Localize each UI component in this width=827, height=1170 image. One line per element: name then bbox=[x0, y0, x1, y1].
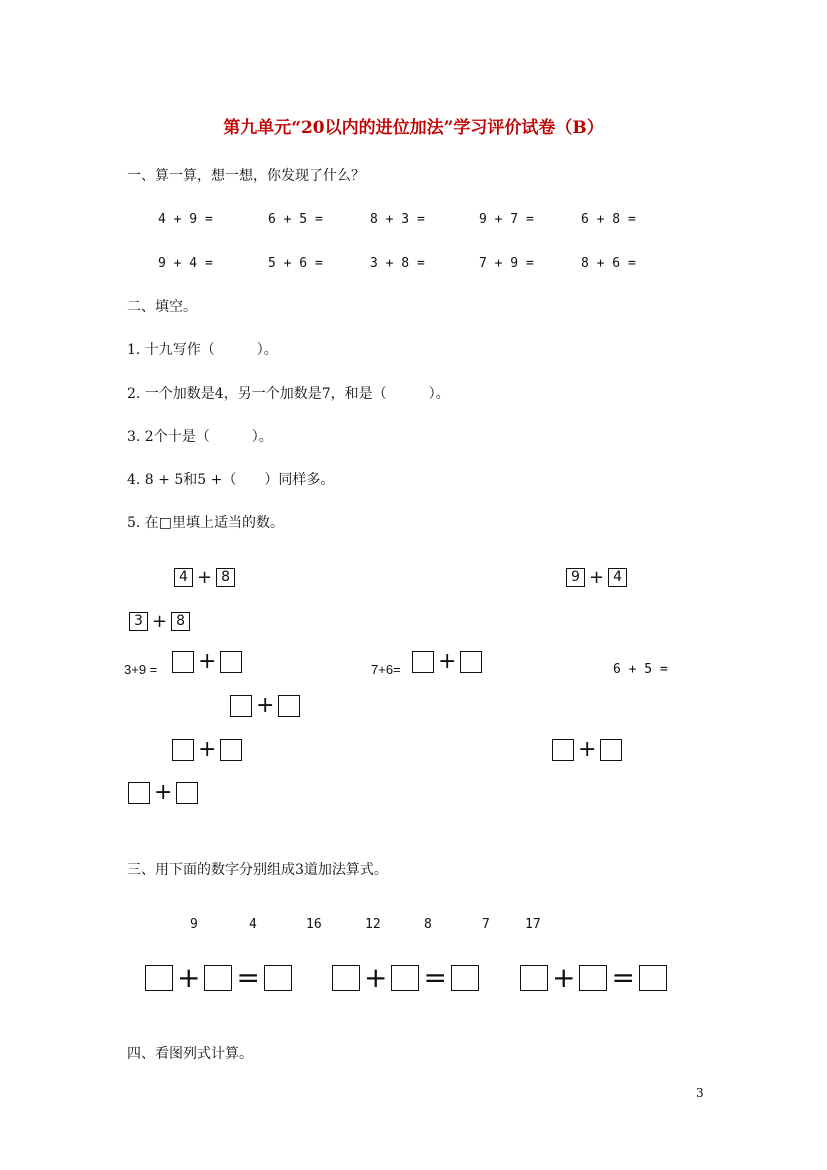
digit-pair-9-4 bbox=[566, 567, 627, 587]
addition-template-1 bbox=[145, 961, 292, 994]
equation-6-plus-5: 6 + 5 = bbox=[613, 662, 668, 677]
equation-2-5: 8 + 6 = bbox=[581, 256, 636, 271]
digit-pair-4-8 bbox=[174, 567, 235, 587]
plus-sign: + bbox=[198, 737, 217, 762]
answer-box[interactable] bbox=[600, 739, 622, 761]
answer-box[interactable] bbox=[520, 965, 548, 991]
plus-sign: + bbox=[578, 737, 597, 762]
equation-3-plus-9: 3+9 = bbox=[124, 662, 158, 677]
number-4: 4 bbox=[249, 917, 257, 932]
answer-box[interactable] bbox=[176, 782, 198, 804]
plus-sign: + bbox=[152, 610, 168, 632]
plus-sign: + bbox=[198, 649, 217, 674]
plus-sign: + bbox=[552, 961, 576, 994]
equation-1-5: 6 + 8 = bbox=[581, 212, 636, 227]
number-9: 9 bbox=[190, 917, 198, 932]
answer-box[interactable] bbox=[391, 965, 419, 991]
blank-pair-6 bbox=[128, 782, 198, 804]
section-3-heading: 三、用下面的数字分别组成3道加法算式。 bbox=[127, 862, 388, 878]
fill-question-1: 1. 十九写作（ ）。 bbox=[127, 342, 278, 358]
fill-question-2: 2. 一个加数是4，另一个加数是7，和是（ ）。 bbox=[127, 386, 450, 402]
addition-template-2 bbox=[332, 961, 479, 994]
answer-box[interactable] bbox=[204, 965, 232, 991]
blank-pair-3 bbox=[230, 695, 300, 717]
answer-box[interactable] bbox=[332, 965, 360, 991]
answer-box[interactable] bbox=[220, 651, 242, 673]
page-number: 3 bbox=[696, 1086, 704, 1100]
equation-2-4: 7 + 9 = bbox=[479, 256, 534, 271]
plus-sign: + bbox=[177, 961, 201, 994]
addition-template-3 bbox=[520, 961, 667, 994]
answer-box[interactable] bbox=[128, 782, 150, 804]
plus-sign: + bbox=[197, 566, 213, 588]
fill-question-5: 5. 在□里填上适当的数。 bbox=[127, 515, 285, 531]
plus-sign: + bbox=[589, 566, 605, 588]
section-1-heading: 一、算一算，想一想，你发现了什么？ bbox=[127, 168, 365, 184]
answer-box[interactable] bbox=[552, 739, 574, 761]
equals-sign: = bbox=[611, 961, 635, 994]
blank-pair-2 bbox=[412, 651, 482, 673]
digit-pair-3-8 bbox=[129, 611, 190, 631]
number-7: 7 bbox=[482, 917, 490, 932]
plus-sign: + bbox=[256, 693, 275, 718]
number-12: 12 bbox=[365, 917, 381, 932]
plus-sign: + bbox=[154, 780, 173, 805]
equals-sign: = bbox=[423, 961, 447, 994]
equation-2-2: 5 + 6 = bbox=[268, 256, 323, 271]
digit-box: 8 bbox=[216, 568, 235, 587]
digit-box: 9 bbox=[566, 568, 585, 587]
number-17: 17 bbox=[525, 917, 541, 932]
answer-box[interactable] bbox=[412, 651, 434, 673]
answer-box[interactable] bbox=[451, 965, 479, 991]
blank-pair-4 bbox=[172, 739, 242, 761]
answer-box[interactable] bbox=[230, 695, 252, 717]
equation-1-1: 4 + 9 = bbox=[158, 212, 213, 227]
digit-box: 4 bbox=[174, 568, 193, 587]
equals-sign: = bbox=[236, 961, 260, 994]
answer-box[interactable] bbox=[220, 739, 242, 761]
plus-sign: + bbox=[364, 961, 388, 994]
plus-sign: + bbox=[438, 649, 457, 674]
equation-1-3: 8 + 3 = bbox=[370, 212, 425, 227]
page-title: 第九单元“20以内的进位加法”学习评价试卷（B） bbox=[223, 118, 604, 138]
number-16: 16 bbox=[306, 917, 322, 932]
equation-2-1: 9 + 4 = bbox=[158, 256, 213, 271]
number-8: 8 bbox=[424, 917, 432, 932]
blank-pair-1 bbox=[172, 651, 242, 673]
equation-1-2: 6 + 5 = bbox=[268, 212, 323, 227]
answer-box[interactable] bbox=[172, 739, 194, 761]
answer-box[interactable] bbox=[639, 965, 667, 991]
section-4-heading: 四、看图列式计算。 bbox=[127, 1046, 253, 1062]
equation-7-plus-6: 7+6= bbox=[371, 662, 401, 677]
section-2-heading: 二、填空。 bbox=[127, 299, 197, 315]
fill-question-3: 3. 2个十是（ ）。 bbox=[127, 429, 273, 445]
fill-question-4: 4. 8 + 5和5 +（ ）同样多。 bbox=[127, 472, 335, 488]
answer-box[interactable] bbox=[460, 651, 482, 673]
equation-1-4: 9 + 7 = bbox=[479, 212, 534, 227]
digit-box: 8 bbox=[171, 612, 190, 631]
answer-box[interactable] bbox=[579, 965, 607, 991]
digit-box: 3 bbox=[129, 612, 148, 631]
blank-pair-5 bbox=[552, 739, 622, 761]
answer-box[interactable] bbox=[264, 965, 292, 991]
answer-box[interactable] bbox=[278, 695, 300, 717]
answer-box[interactable] bbox=[145, 965, 173, 991]
equation-2-3: 3 + 8 = bbox=[370, 256, 425, 271]
answer-box[interactable] bbox=[172, 651, 194, 673]
digit-box: 4 bbox=[608, 568, 627, 587]
